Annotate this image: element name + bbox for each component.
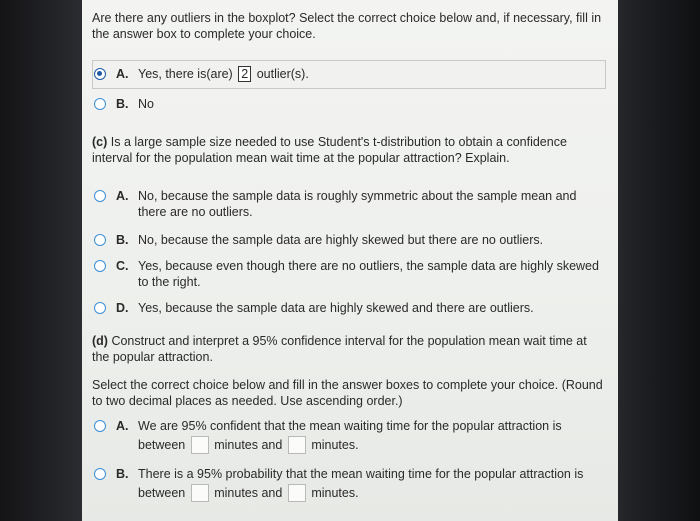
outliers-prompt: Are there any outliers in the boxplot? Select the correct choice below and, if necessary, fill in the answer box to complete your choice. <box>92 11 602 41</box>
part-d-question <box>92 333 604 365</box>
lower-bound-input[interactable] <box>191 436 209 454</box>
part-d-option-b[interactable] <box>94 466 606 502</box>
part-c-label: (c) <box>92 135 108 149</box>
radio-icon[interactable] <box>94 234 106 246</box>
radio-icon[interactable] <box>94 420 106 432</box>
option-a-text-after: outlier(s). <box>256 67 309 81</box>
minutes-and-label: minutes and <box>214 438 283 452</box>
background-left <box>0 0 82 521</box>
radio-icon[interactable] <box>94 98 106 110</box>
part-d-option-a[interactable] <box>94 418 606 454</box>
between-label: between <box>138 486 186 500</box>
upper-bound-input[interactable] <box>288 484 306 502</box>
option-letter: B. <box>116 97 129 111</box>
part-d-text: Construct and interpret a 95% confidence interval for the population mean wait time at the popular attraction. <box>92 334 587 364</box>
part-c-option-a[interactable] <box>94 188 606 220</box>
option-letter: B. <box>116 467 129 481</box>
question-sheet <box>82 0 618 521</box>
option-text: No, because the sample data is roughly symmetric about the sample mean and there are no outliers. <box>138 189 577 219</box>
outlier-count-input[interactable]: 2 <box>238 66 251 82</box>
part-c-text: Is a large sample size needed to use Student's t-distribution to obtain a confidence interval for the population mean wait time at the popular attraction? Explain. <box>92 135 567 165</box>
option-text <box>138 66 594 82</box>
upper-bound-input[interactable] <box>288 436 306 454</box>
part-d-instruction: Select the correct choice below and fill in the answer boxes to complete your choice. (Round to two decimal places as needed. Use ascending order.) <box>92 378 603 408</box>
option-text <box>138 418 606 454</box>
between-label: between <box>138 438 186 452</box>
radio-icon[interactable] <box>94 260 106 272</box>
option-a-text-before: Yes, there is(are) <box>138 67 233 81</box>
part-d-label: (d) <box>92 334 108 348</box>
option-letter: A. <box>116 67 129 81</box>
outliers-option-b[interactable] <box>94 96 594 112</box>
radio-icon[interactable] <box>94 468 106 480</box>
part-c-option-d[interactable] <box>94 300 606 316</box>
option-letter: C. <box>116 259 129 273</box>
lower-bound-input[interactable] <box>191 484 209 502</box>
minutes-end-label: minutes. <box>311 438 359 452</box>
part-c-option-b[interactable] <box>94 232 606 248</box>
outliers-option-a[interactable] <box>94 66 594 82</box>
radio-selected-icon[interactable] <box>94 68 106 80</box>
option-text: No, because the sample data are highly skewed but there are no outliers. <box>138 233 544 247</box>
minutes-end-label: minutes. <box>311 486 359 500</box>
option-b-line1: There is a 95% probability that the mean waiting time for the popular attraction is <box>138 467 584 481</box>
option-a-line1: We are 95% confident that the mean waiting time for the popular attraction is <box>138 419 562 433</box>
option-text: Yes, because the sample data are highly skewed and there are outliers. <box>138 301 534 315</box>
option-text <box>138 466 606 502</box>
option-letter: A. <box>116 419 129 433</box>
part-c-question <box>92 134 602 166</box>
option-letter: A. <box>116 189 129 203</box>
radio-icon[interactable] <box>94 302 106 314</box>
part-c-option-c[interactable] <box>94 258 606 290</box>
option-text: No <box>138 97 154 111</box>
option-text: Yes, because even though there are no outliers, the sample data are highly skewed to the right. <box>138 259 599 289</box>
option-letter: B. <box>116 233 129 247</box>
background-right <box>618 0 700 521</box>
option-letter: D. <box>116 301 129 315</box>
radio-icon[interactable] <box>94 190 106 202</box>
minutes-and-label: minutes and <box>214 486 283 500</box>
